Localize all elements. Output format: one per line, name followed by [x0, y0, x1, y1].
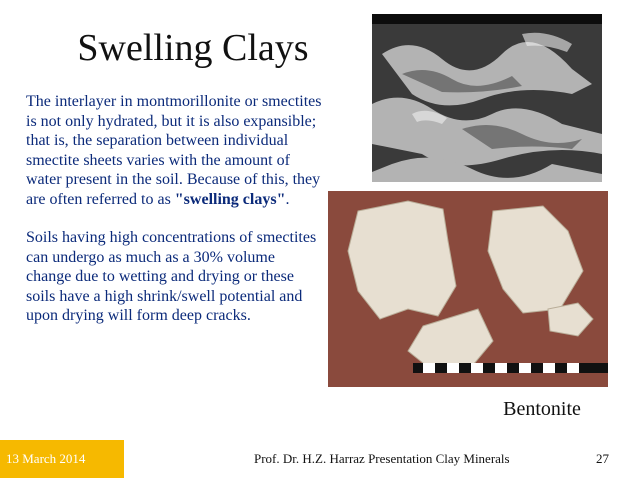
bentonite-photo-image	[328, 191, 608, 387]
paragraph-1-end: .	[285, 190, 290, 208]
paragraph-1	[26, 92, 322, 209]
footer-date: 13 March 2014	[0, 440, 124, 478]
slide-footer	[0, 440, 638, 478]
page-number: 27	[596, 451, 609, 466]
footer-presenter: Prof. Dr. H.Z. Harraz Presentation Clay Minerals	[254, 451, 510, 466]
paragraph-1-emphasis: "swelling clays"	[174, 190, 286, 208]
paragraph-2: Soils having high concentrations of smectites can undergo as much as a 30% volume change due to wetting and drying or these soils have a high shrink/swell potential and upon drying will form deep cracks.	[26, 229, 317, 324]
slide-title: Swelling Clays	[77, 27, 309, 69]
slide-body-text	[26, 92, 322, 345]
paragraph-1-text: The interlayer in montmorillonite or smectites is not only hydrated, but it is also expansible; that is, the separation between individual smectite sheets varies with the amount of water present in the soil. Because of this, they are often referred to as	[26, 93, 322, 208]
image-caption: Bentonite	[503, 398, 581, 420]
sem-micrograph-image	[372, 14, 602, 182]
